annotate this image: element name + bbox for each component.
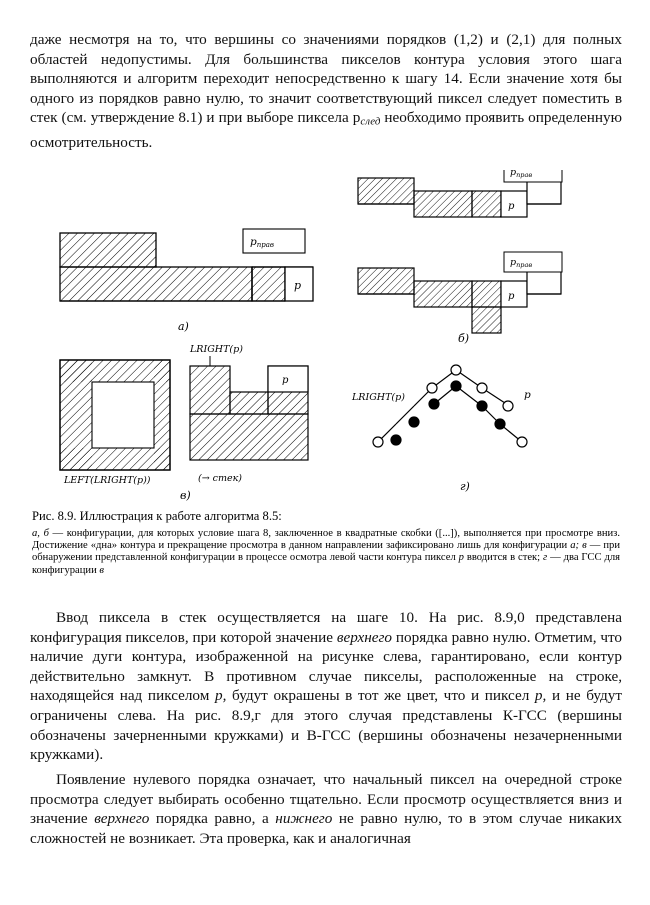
- svg-text:p: p: [508, 291, 515, 302]
- figure-note: [32, 528, 620, 577]
- svg-text:p: p: [282, 375, 289, 386]
- figure-note-part-b: а; в: [570, 540, 587, 552]
- figure-part-b-top: [358, 170, 562, 217]
- svg-text:г): г): [460, 480, 470, 493]
- svg-text:б): б): [458, 332, 470, 345]
- svg-text:pправ: $p_{прав}$: [510, 257, 533, 269]
- paragraph-bottom-text-1: Появление нулевого порядка означает, что начальный пиксел на очередной строке просмотра следует выбирать особенно тщательно. Если просмотр осуществляется вниз и значение: [30, 771, 622, 828]
- svg-text:LRIGHT(p): LRIGHT(p): [190, 344, 243, 355]
- figure-note-text-3: вводится в стек;: [463, 552, 544, 564]
- svg-text:в): в): [180, 489, 191, 502]
- paragraph-top-text: даже несмотря на то, что вершины со значениями порядков (1,2) и (2,1) для полных областей недопустимы. Для большинства пикселов контура условия этого шага выполняются и алгоритм переходит непосредственно к шагу 14. Если значение хотя бы одного из порядков равно нулю, то значит соответствующий пиксел следует поместить в стек (см. утверждение 8.1) и при выборе пиксела p: [30, 31, 622, 127]
- paragraph-bottom-text-3: не равно нулю, то в этом случае никаких сложностей не возникает. Эта проверка, как и аналогичная: [30, 810, 622, 847]
- figure-part-b-bottom: [358, 252, 562, 345]
- paragraph-top-tail: необходимо проявить определенную осмотрительность.: [30, 109, 622, 151]
- paragraph-middle-text-4: и не будут ограничены слева. На рис. 8.9,г для этого случая представлены К-ГСС (вершины обозначены зачерненными кружками) и В-ГСС (вершины обозначены незачерненными кружками).: [30, 687, 622, 764]
- figure-part-v-right: [180, 344, 308, 502]
- figure-note-p: p: [458, 552, 464, 564]
- svg-text:pправ: pправ: [250, 236, 274, 249]
- svg-text:pправ: $p_{прав}$: [510, 170, 533, 179]
- paragraph-top: [30, 30, 622, 152]
- paragraph-middle-ital-2: p,: [215, 687, 227, 705]
- paragraph-middle-text-1: Ввод пиксела в стек осуществляется на шаге 10. На рис. 8.9,0 представлена конфигурация пикселов, при которой значение: [30, 609, 622, 646]
- figure-part-a: [60, 229, 313, 333]
- paragraph-bottom-text-2: порядка равно, а: [149, 810, 276, 828]
- svg-text:(→ стек): (→ стек): [198, 473, 243, 484]
- paragraph-middle-ital-3: p,: [534, 687, 547, 705]
- paragraph-bottom: [30, 770, 622, 848]
- figure-note-part-v: в: [99, 564, 105, 576]
- svg-text:а): а): [178, 320, 189, 333]
- figure-note-text-1: — конфигурации, для которых условие шага 8, заключенное в квадратные скобки ([...]), выполняется при просмотре вниз. Достижение «дна» контура и прекращение просмотра в данном направлении зафиксировано лишь для конфигурации: [32, 528, 621, 552]
- paragraph-middle: [30, 608, 622, 765]
- p-sled-subscript: след: [360, 116, 381, 129]
- svg-text:p: p: [294, 279, 302, 292]
- figure-note-text-2: — при обнаружении представленной конфигурации в процессе осмотра левой части контура пиксел: [32, 540, 620, 564]
- figure-caption: Рис. 8.9. Иллюстрация к работе алгоритма 8.5:: [32, 509, 282, 523]
- paragraph-middle-ital-1: верхнего: [336, 628, 393, 646]
- svg-text:LRIGHT(p): LRIGHT(p): [352, 392, 405, 403]
- figure-note-text-4: — два ГСС для конфигурации: [32, 552, 621, 576]
- figure-note-part-a: а, б: [32, 528, 49, 539]
- figure-note-part-g: г: [543, 552, 548, 564]
- svg-text:p: p: [508, 201, 515, 212]
- figure-part-g: [351, 365, 531, 493]
- figure-part-v-left: [60, 360, 170, 486]
- paragraph-middle-text-3: будут окрашены в тот же цвет, что и пиксел: [226, 687, 535, 705]
- paragraph-bottom-ital-1: верхнего: [94, 810, 150, 828]
- figure-8-9: [30, 170, 622, 500]
- paragraph-bottom-ital-2: нижнего: [275, 810, 333, 828]
- svg-text:p: p: [524, 389, 531, 401]
- paragraph-middle-text-2: порядка равно нулю. Отметим, что наличие дуги контура, изображенной на рисунке слева, гарантировано, если контур действительно замкнут. В противном случае пикселы, расположенные на строке, находящейся над пикселом: [30, 628, 623, 705]
- svg-text:LEFT(LRIGHT(p)): LEFT(LRIGHT(p)): [64, 475, 151, 486]
